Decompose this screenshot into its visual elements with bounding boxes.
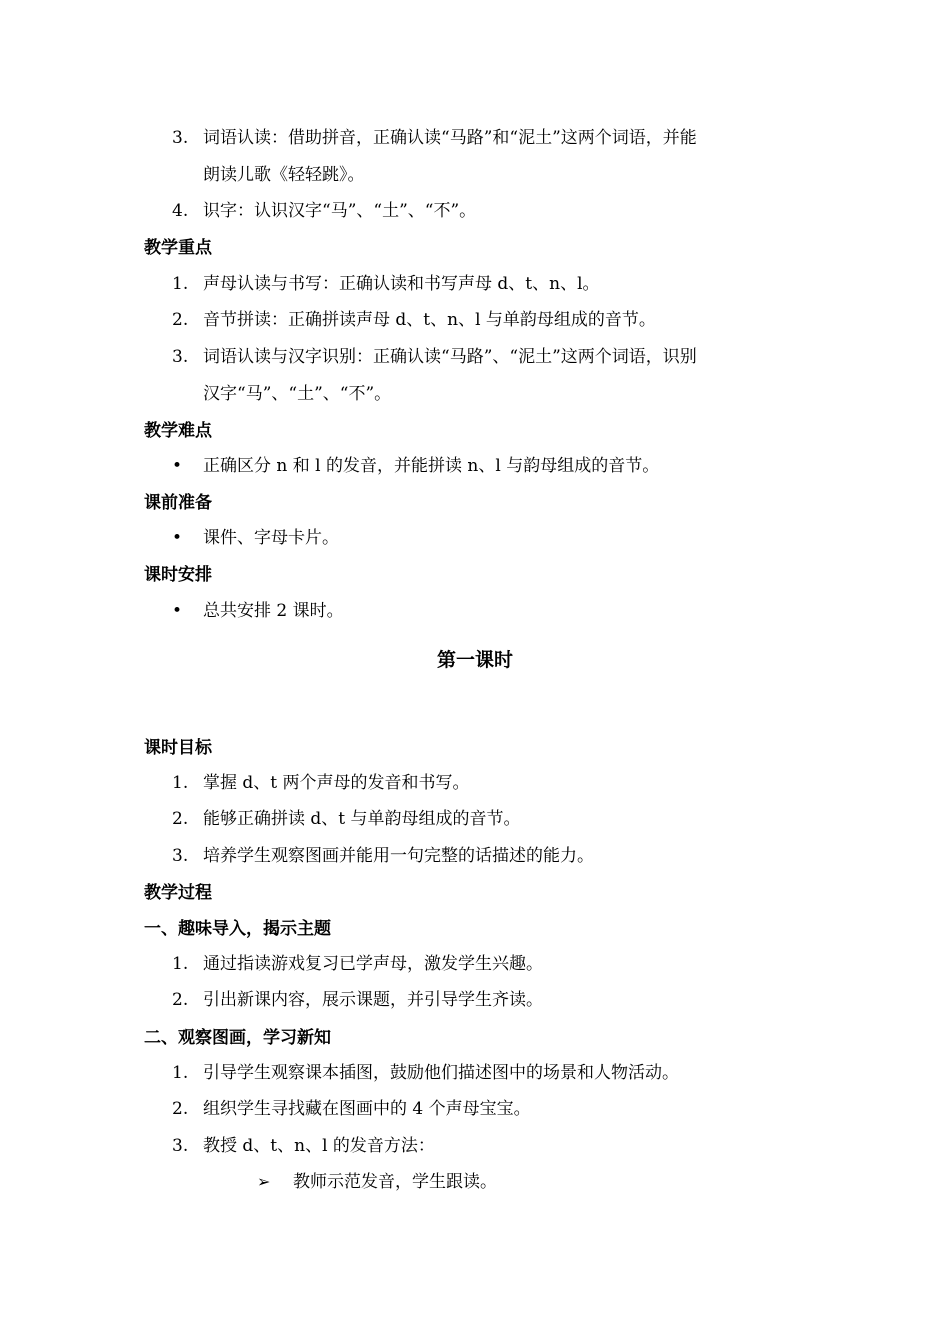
bullet-icon: • (172, 601, 183, 621)
bullet-icon: • (172, 456, 183, 476)
list-text: 组织学生寻找藏在图画中的 4 个声母宝宝。 (203, 1099, 531, 1119)
list-text: 引出新课内容，展示课题，并引导学生齐读。 (203, 990, 543, 1010)
list-number: 1. (172, 773, 189, 793)
list-text: 通过指读游戏复习已学声母，激发学生兴趣。 (203, 954, 543, 974)
list-number: 2. (172, 809, 189, 829)
list-number: 2. (172, 990, 189, 1010)
list-text-cont: 汉字“马”、“土”、“不”。 (203, 384, 392, 404)
bullet-icon: • (172, 528, 183, 548)
list-text: 声母认读与书写：正确认读和书写声母 d、t、n、l。 (203, 274, 600, 294)
list-text: 词语认读：借助拼音，正确认读“马路”和“泥土”这两个词语，并能 (203, 128, 697, 148)
list-number: 2. (172, 1099, 189, 1119)
arrow-bullet-icon: ➢ (257, 1172, 271, 1191)
list-text: 教授 d、t、n、l 的发音方法： (203, 1136, 435, 1156)
schedule-heading: 课时安排 (144, 565, 212, 585)
section-2-heading: 二、观察图画，学习新知 (144, 1028, 331, 1048)
preparation-heading: 课前准备 (144, 493, 212, 513)
key-points-heading: 教学重点 (144, 238, 212, 258)
list-number: 3. (172, 128, 189, 148)
list-text-cont: 朗读儿歌《轻轻跳》。 (203, 165, 365, 185)
list-text: 课件、字母卡片。 (203, 528, 339, 548)
list-number: 1. (172, 1063, 189, 1083)
list-number: 4. (172, 201, 189, 221)
difficulties-heading: 教学难点 (144, 421, 212, 441)
list-text: 识字：认识汉字“马”、“土”、“不”。 (203, 201, 477, 221)
list-number: 3. (172, 1136, 189, 1156)
lesson-goals-heading: 课时目标 (144, 738, 212, 758)
list-number: 1. (172, 954, 189, 974)
list-text: 正确区分 n 和 l 的发音，并能拼读 n、l 与韵母组成的音节。 (203, 456, 660, 476)
list-text: 掌握 d、t 两个声母的发音和书写。 (203, 773, 470, 793)
list-text: 总共安排 2 课时。 (203, 601, 344, 621)
section-1-heading: 一、趣味导入，揭示主题 (144, 919, 331, 939)
list-number: 3. (172, 347, 189, 367)
list-text: 音节拼读：正确拼读声母 d、t、n、l 与单韵母组成的音节。 (203, 310, 656, 330)
list-text: 培养学生观察图画并能用一句完整的话描述的能力。 (203, 846, 594, 866)
process-heading: 教学过程 (144, 883, 212, 903)
list-text: 能够正确拼读 d、t 与单韵母组成的音节。 (203, 809, 521, 829)
list-text: 引导学生观察课本插图，鼓励他们描述图中的场景和人物活动。 (203, 1063, 679, 1083)
list-number: 1. (172, 274, 189, 294)
lesson-title: 第一课时 (436, 649, 513, 671)
list-number: 3. (172, 846, 189, 866)
list-text: 教师示范发音，学生跟读。 (293, 1172, 497, 1192)
list-number: 2. (172, 310, 189, 330)
list-text: 词语认读与汉字识别：正确认读“马路”、“泥土”这两个词语，识别 (203, 347, 697, 367)
